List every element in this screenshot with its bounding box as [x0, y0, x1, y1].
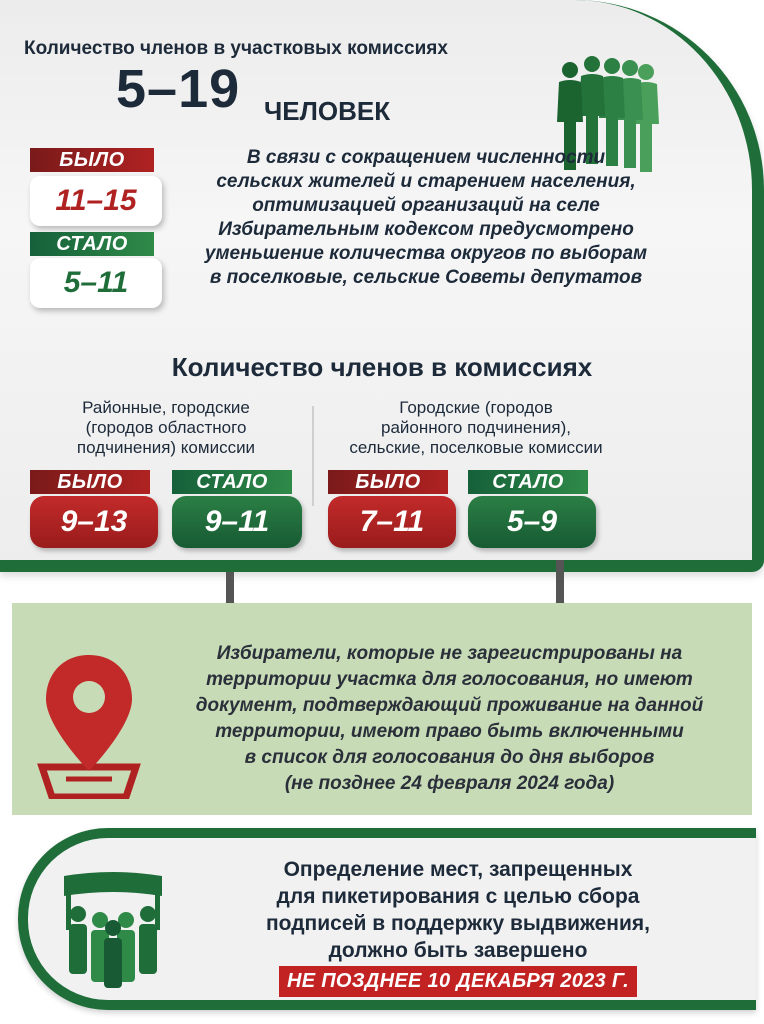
now-label: СТАЛО: [30, 232, 154, 256]
deadline-badge: НЕ ПОЗДНЕЕ 10 ДЕКАБРЯ 2023 Г.: [279, 966, 637, 997]
now-value: 5–11: [30, 258, 162, 308]
left-now-label: СТАЛО: [172, 470, 292, 494]
right-now-label: СТАЛО: [468, 470, 588, 494]
reason-text: В связи с сокращением численности сельских жителей и старением населения, оптимизацией организаций на селе Избирательным кодексом предусмотрено уменьшение количества округов по выборам в поселковые, сельские Советы депутатов: [204, 147, 648, 288]
left-caption: Районные, городские (городов областного подчинения) комиссии: [76, 398, 256, 457]
header-title: Количество членов в участковых комиссиях: [24, 38, 448, 59]
right-was-value: 7–11: [328, 496, 456, 548]
was-value: 11–15: [30, 176, 162, 226]
crowd-banner-icon: [58, 870, 168, 990]
commission-panel-content: [16, 14, 748, 554]
voters-text: Избиратели, которые не зарегистрированы на территории участка для голосования, но имеют документ, подтверждающий проживание на данной территории, имеют право быть включенными в список для голосования до дня выборов (не позднее 24 февраля 2024 года): [195, 643, 704, 794]
header-range: 5–19: [116, 59, 241, 119]
connector-right-line: [556, 560, 564, 606]
left-was-label: БЫЛО: [30, 470, 150, 494]
right-caption: Городские (городов районного подчинения), сельские, поселковые комиссии: [349, 398, 603, 457]
header-unit: ЧЕЛОВЕК: [264, 96, 391, 126]
commissions-title: Количество членов в комиссиях: [171, 352, 593, 382]
voters-panel: [12, 603, 752, 815]
column-divider: [312, 406, 314, 506]
was-label: БЫЛО: [30, 148, 154, 172]
connector-left-line: [226, 572, 234, 606]
location-pin-icon: [34, 649, 144, 799]
right-was-label: БЫЛО: [328, 470, 448, 494]
right-now-value: 5–9: [468, 496, 596, 548]
left-was-value: 9–13: [30, 496, 158, 548]
left-now-value: 9–11: [172, 496, 302, 548]
picketing-text: Определение мест, запрещенных для пикетирования с целью сбора подписей в поддержку выдвижения, должно быть завершено НЕ ПОЗДНЕЕ 10 ДЕКАБРЯ 2023 Г.: [208, 856, 708, 997]
picketing-panel: [18, 828, 756, 1010]
